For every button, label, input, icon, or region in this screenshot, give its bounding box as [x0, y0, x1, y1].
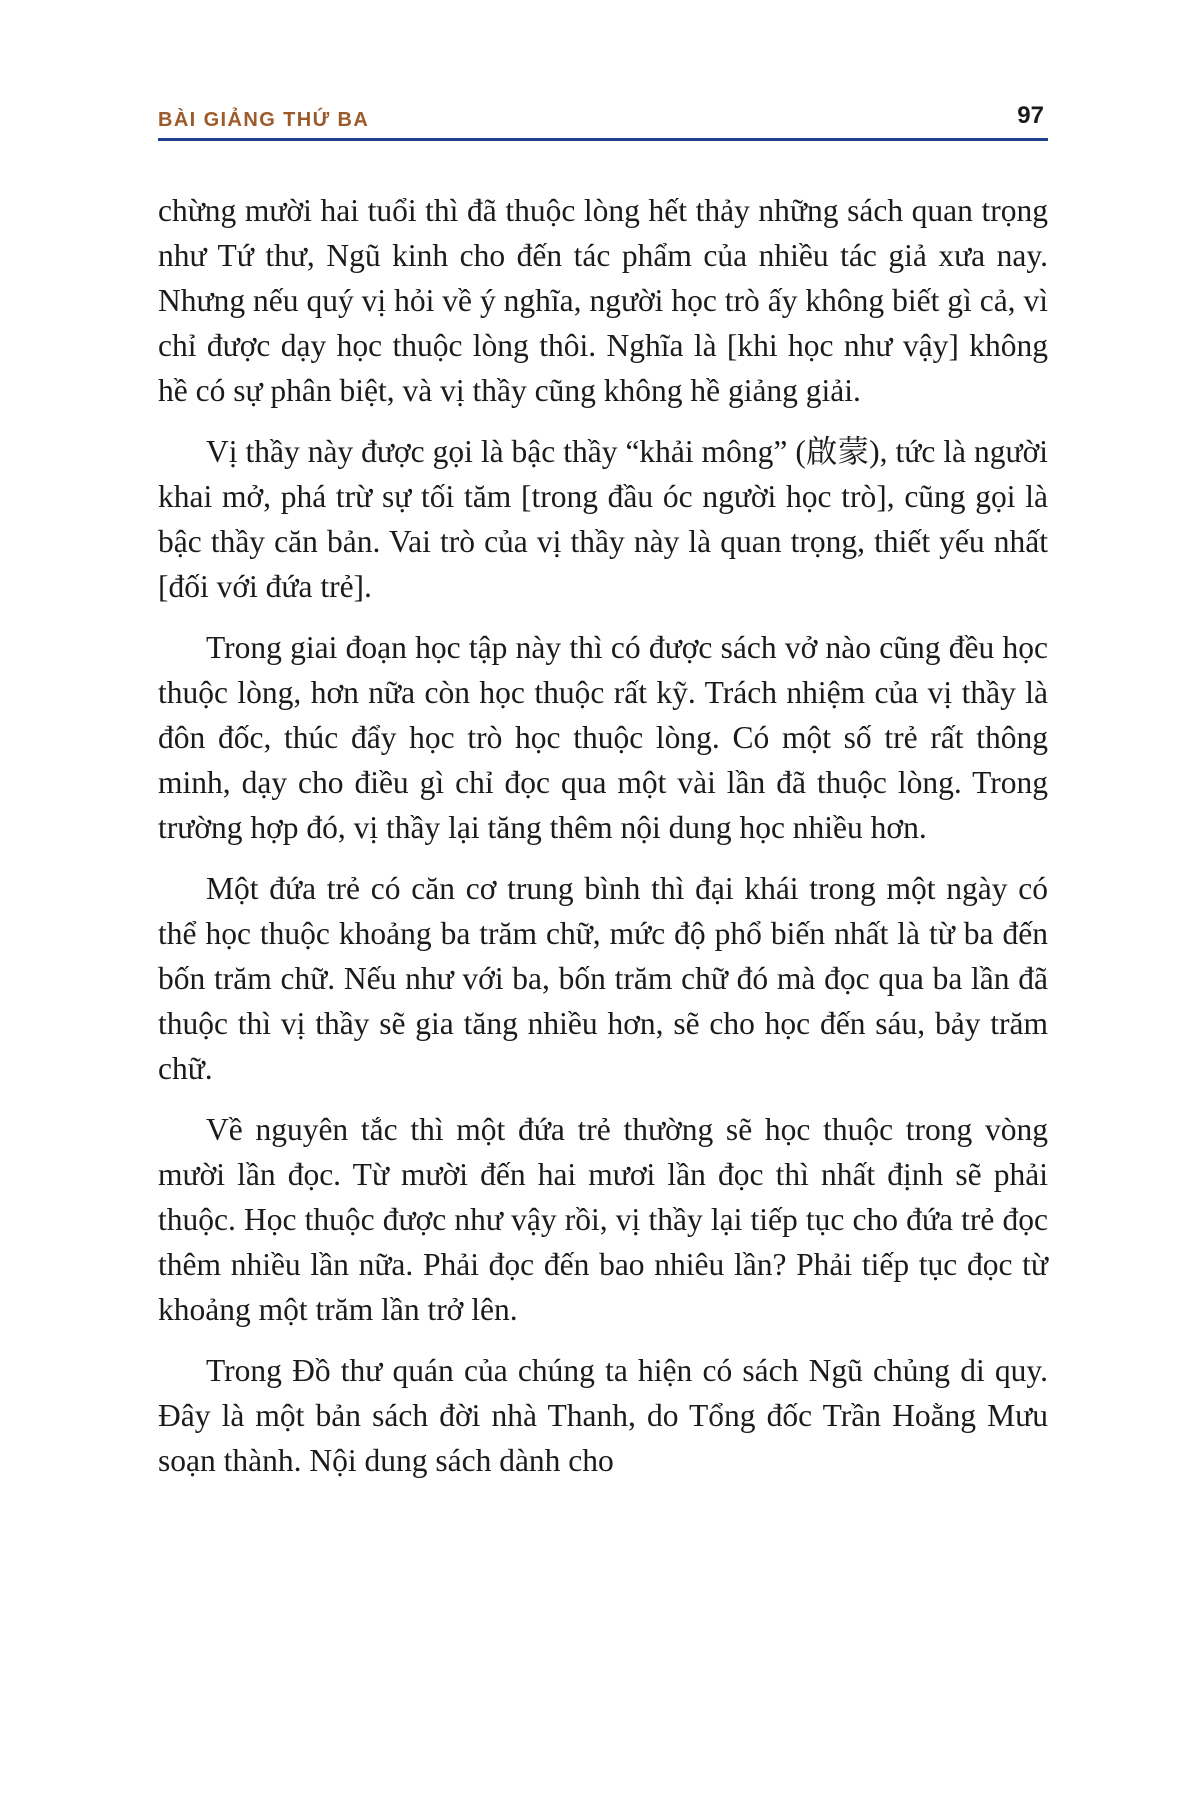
- paragraph: Một đứa trẻ có căn cơ trung bình thì đại khái trong một ngày có thể học thuộc khoảng ba trăm chữ, mức độ phổ biến nhất là từ ba đến bốn trăm chữ. Nếu như với ba, bốn trăm chữ đó mà đọc qua ba lần đã thuộc thì vị thầy sẽ gia tăng nhiều hơn, sẽ cho học đến sáu, bảy trăm chữ.: [158, 871, 1048, 1086]
- paragraph: Về nguyên tắc thì một đứa trẻ thường sẽ học thuộc trong vòng mười lần đọc. Từ mười đến hai mươi lần đọc thì nhất định sẽ phải thuộc. Học thuộc được như vậy rồi, vị thầy lại tiếp tục cho đứa trẻ đọc thêm nhiều lần nữa. Phải đọc đến bao nhiêu lần? Phải tiếp tục đọc từ khoảng một trăm lần trở lên.: [158, 1112, 1048, 1327]
- paragraph: Trong Đồ thư quán của chúng ta hiện có sách Ngũ chủng di quy. Đây là một bản sách đời nhà Thanh, do Tổng đốc Trần Hoằng Mưu soạn thành. Nội dung sách dành cho: [158, 1353, 1048, 1478]
- body-text: [158, 188, 1048, 1499]
- paragraph: Vị thầy này được gọi là bậc thầy “khải mông” (啟蒙), tức là người khai mở, phá trừ sự tối tăm [trong đầu óc người học trò], cũng gọi là bậc thầy căn bản. Vai trò của vị thầy này là quan trọng, thiết yếu nhất [đối với đứa trẻ].: [158, 434, 1048, 604]
- paragraph: Trong giai đoạn học tập này thì có được sách vở nào cũng đều học thuộc lòng, hơn nữa còn học thuộc rất kỹ. Trách nhiệm của vị thầy là đôn đốc, thúc đẩy học trò học thuộc lòng. Có một số trẻ rất thông minh, dạy cho điều gì chỉ đọc qua một vài lần đã thuộc lòng. Trong trường hợp đó, vị thầy lại tăng thêm nội dung học nhiều hơn.: [158, 630, 1048, 845]
- page-number: 97: [1017, 102, 1044, 129]
- paragraph: chừng mười hai tuổi thì đã thuộc lòng hết thảy những sách quan trọng như Tứ thư, Ngũ kinh cho đến tác phẩm của nhiều tác giả xưa nay. Nhưng nếu quý vị hỏi về ý nghĩa, người học trò ấy không biết gì cả, vì chỉ được dạy học thuộc lòng thôi. Nghĩa là [khi học như vậy] không hề có sự phân biệt, và vị thầy cũng không hề giảng giải.: [158, 193, 1048, 408]
- page-header: [158, 96, 1048, 141]
- running-title: BÀI GIẢNG THỨ BA: [158, 109, 370, 131]
